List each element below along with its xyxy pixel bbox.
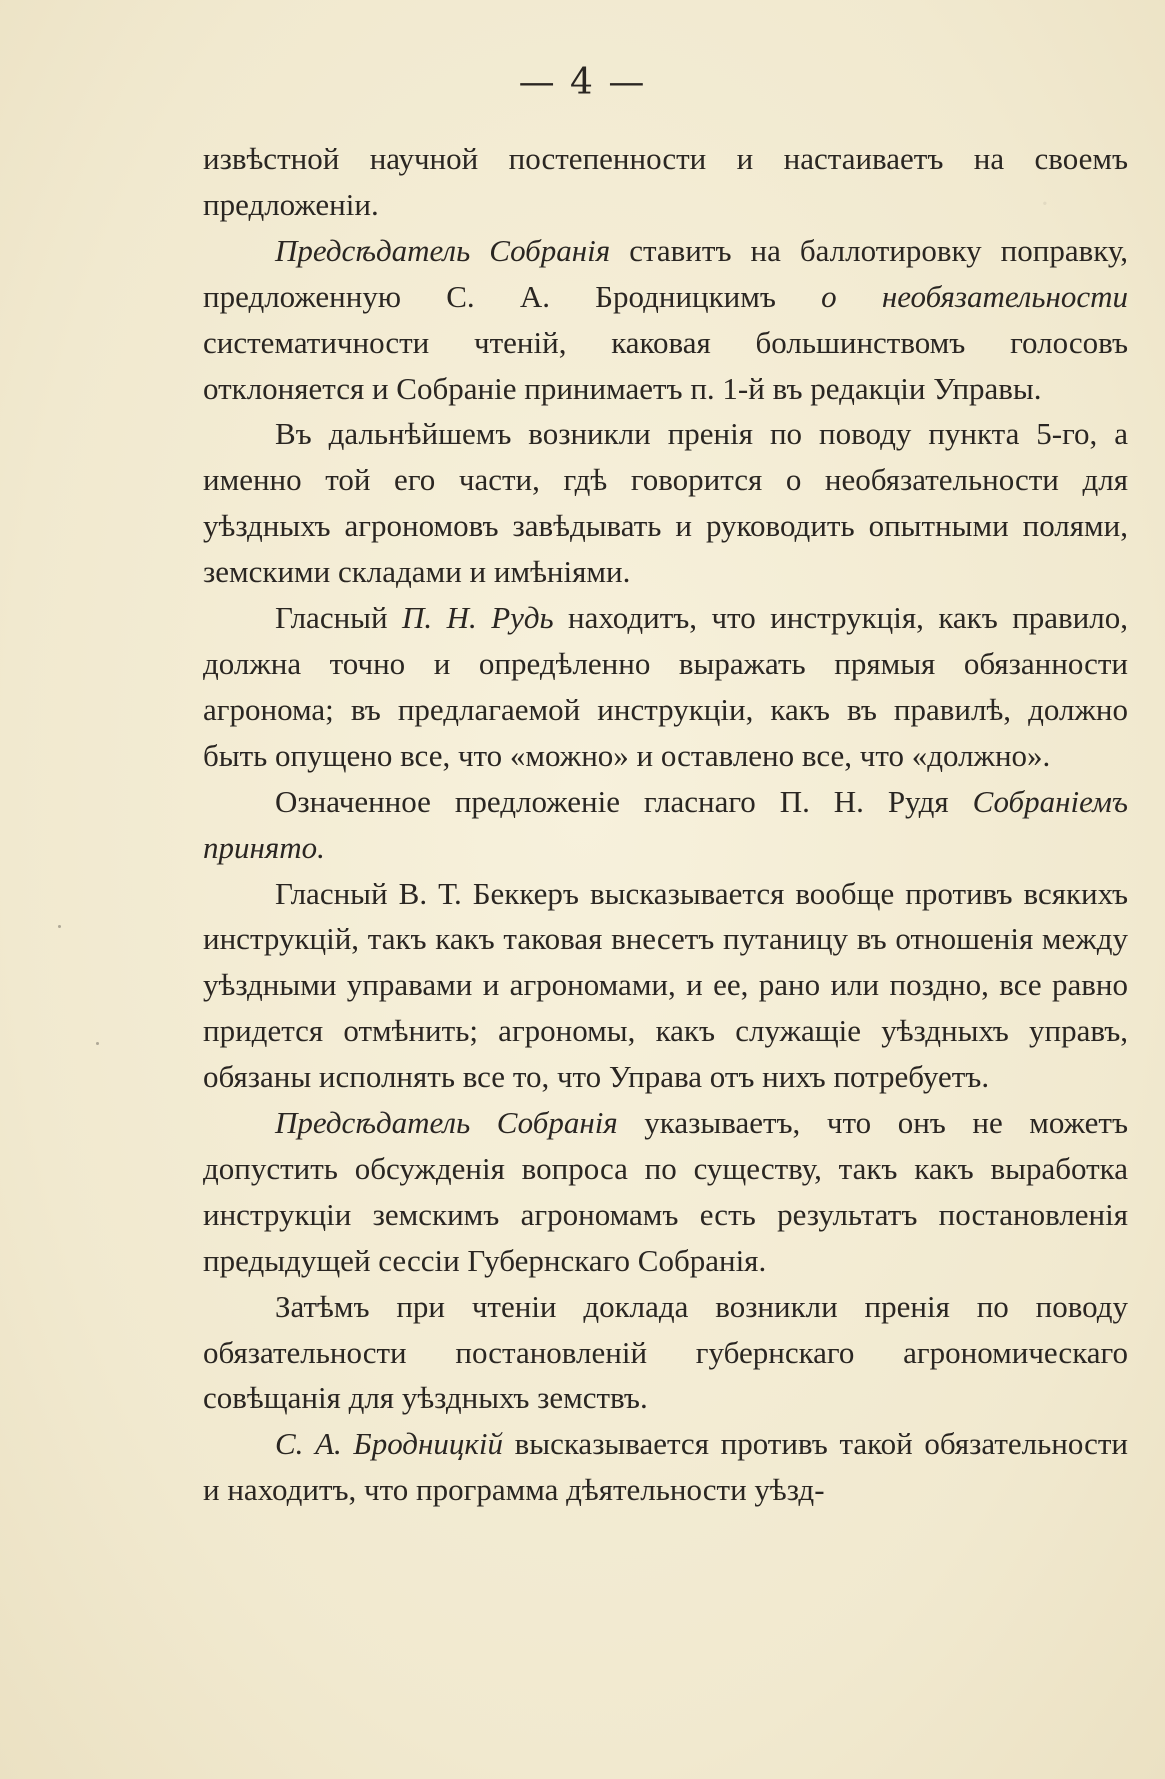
paragraph (203, 779, 1128, 871)
italic-text-run: Предсѣдатель Собранія (275, 232, 611, 268)
text-run: Затѣмъ при чтеніи доклада возникли пренія по поводу обязательности постановленій губернскаго агрономическаго совѣщанія для уѣздныхъ земствъ. (203, 1288, 1128, 1416)
paragraph (203, 1421, 1128, 1513)
paragraph (203, 595, 1128, 779)
paragraph (203, 411, 1128, 595)
paragraph (203, 136, 1128, 228)
text-run: Означенное предложеніе гласнаго П. Н. Рудя (275, 783, 973, 819)
text-run: извѣстной научной постепенности и настаиваетъ на своемъ предложеніи. (203, 141, 1128, 222)
text-run: Гласный В. Т. Беккеръ высказывается вообще противъ всякихъ инструкцій, такъ какъ таковая внесетъ путаницу въ отношенія между уѣздными управами и агрономами, и ее, рано или поздно, все равно придется отмѣнить; агрономы, какъ служащіе уѣздныхъ управъ, обязаны исполнять все то, что Управа отъ нихъ потребуетъ. (203, 875, 1128, 1095)
paragraph (203, 871, 1128, 1101)
bleed-through: · (1040, 188, 1050, 220)
italic-text-run: Собраніемъ принято. (203, 783, 1128, 865)
paper-speck (96, 1042, 99, 1045)
text-run: Гласный (275, 600, 403, 636)
paper-speck (58, 925, 61, 928)
paragraph (203, 228, 1128, 412)
text-run: ставитъ на баллотировку поправку, предложенную С. А. Бродницкимъ (203, 232, 1128, 314)
text-run: систематичности чтеній, каковая большинствомъ голосовъ отклоняется и Собраніе принимаетъ п. 1-й въ редакціи Управы. (203, 324, 1128, 406)
italic-text-run: Предсѣдатель Собранія (275, 1105, 618, 1141)
paragraph (203, 1100, 1128, 1284)
italic-text-run: С. А. Бродницкій (275, 1426, 503, 1462)
paragraph (203, 1284, 1128, 1422)
page-number: — 4 — (518, 62, 647, 103)
text-run: указываетъ, что онъ не можетъ допустить обсужденія вопроса по существу, такъ какъ выработка инструкціи земскимъ агрономамъ есть результатъ постановленія предыдущей сессіи Губернскаго Собранія. (203, 1105, 1129, 1278)
body-text (203, 136, 1128, 1513)
text-run: находитъ, что инструкція, какъ правило, должна точно и опредѣленно выражать прямыя обязанности агронома; въ предлагаемой инструкціи, какъ въ правилѣ, должно быть опущено все, что «можно» и оставлено все, что «должно». (203, 600, 1128, 773)
italic-text-run: о необязательности (821, 278, 1128, 314)
italic-text-run: П. Н. Рудь (402, 600, 554, 636)
text-run: Въ дальнѣйшемъ возникли пренія по поводу пункта 5-го, а именно той его части, гдѣ говорится о необязательности для уѣздныхъ агрономовъ завѣдывать и руководить опытными полями, земскими складами и имѣніями. (203, 416, 1128, 590)
text-run: высказывается противъ такой обязательности и находитъ, что программа дѣятельности уѣзд- (203, 1426, 1129, 1508)
